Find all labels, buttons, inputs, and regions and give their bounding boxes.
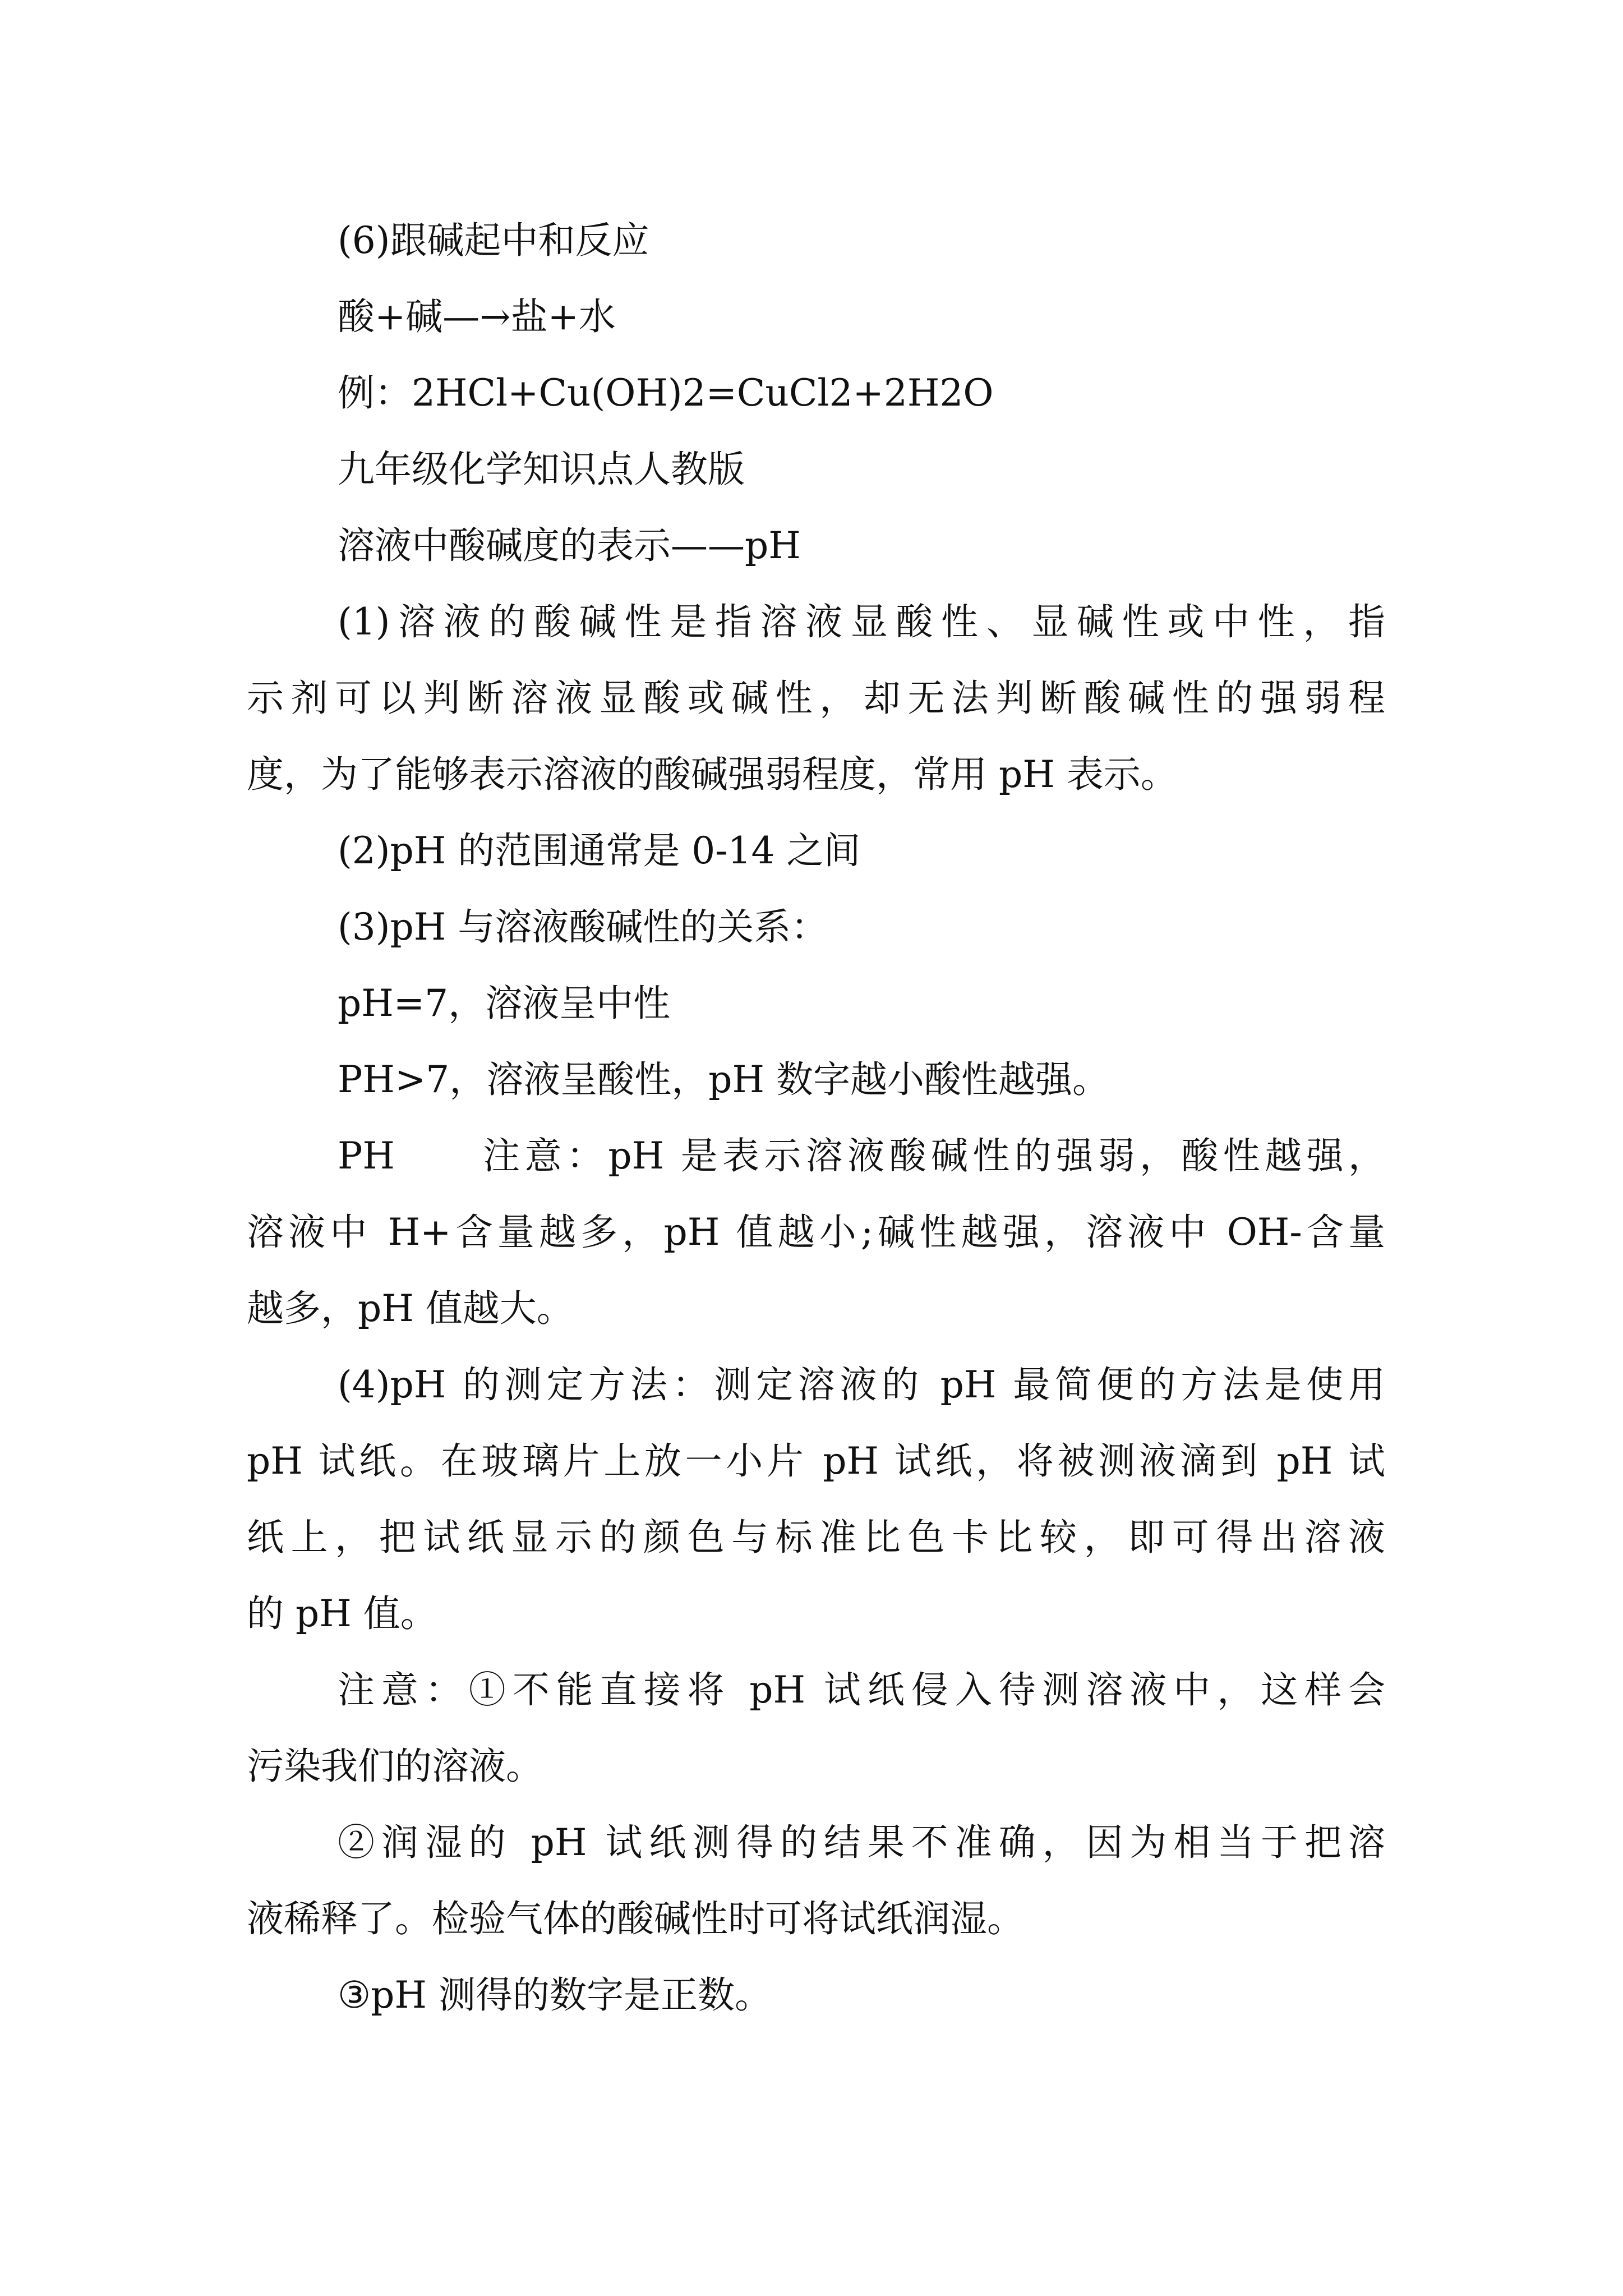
text-line-ph-heading: 溶液中酸碱度的表示——pH [338,524,801,567]
text-line-ph-acidic: PH>7，溶液呈酸性，pH 数字越小酸性越强。 [338,1058,1110,1101]
text-line-ph-relation: (3)pH 与溶液酸碱性的关系： [338,905,828,949]
text-line-paragraph-1b: 示剂可以判断溶液显酸或碱性，却无法判断酸碱性的强弱程 [247,677,1385,720]
text-line-section-title: 九年级化学知识点人教版 [338,448,745,491]
text-line-caution-1b: 污染我们的溶液。 [247,1745,543,1788]
text-line-caution-2b: 液稀释了。检验气体的酸碱性时可将试纸润湿。 [247,1897,1024,1940]
text-line-caution-2a: ②润湿的 pH 试纸测得的结果不准确，因为相当于把溶 [338,1821,1385,1864]
text-line-method-c: 纸上，把试纸显示的颜色与标准比色卡比较，即可得出溶液 [247,1516,1385,1559]
text-line-note-c: 越多，pH 值越大。 [247,1287,574,1330]
text-line-acid-base-equation: 酸+碱—→盐+水 [338,295,616,338]
text-line-method-b: pH 试纸。在玻璃片上放一小片 pH 试纸，将被测液滴到 pH 试 [247,1439,1385,1483]
text-line-neutralization-heading: (6)跟碱起中和反应 [338,219,649,262]
text-line-paragraph-1a: (1)溶液的酸碱性是指溶液显酸性、显碱性或中性，指 [338,600,1385,643]
text-line-method-a: (4)pH 的测定方法：测定溶液的 pH 最简便的方法是使用 [338,1363,1385,1406]
text-line-example-equation: 例：2HCl+Cu(OH)2=CuCl2+2H2O [338,371,994,415]
text-line-paragraph-1c: 度，为了能够表示溶液的酸碱强弱程度，常用 pH 表示。 [247,753,1178,796]
text-line-method-d: 的 pH 值。 [247,1592,437,1635]
text-line-ph-neutral: pH=7，溶液呈中性 [338,982,671,1025]
text-line-ph-range: (2)pH 的范围通常是 0-14 之间 [338,829,861,872]
text-line-note-b: 溶液中 H+含量越多，pH 值越小;碱性越强，溶液中 OH-含量 [247,1211,1385,1254]
text-line-caution-3: ③pH 测得的数字是正数。 [338,1973,772,2017]
text-line-caution-1a: 注意：①不能直接将 pH 试纸侵入待测溶液中，这样会 [338,1668,1385,1711]
text-line-note-a: PH 注意：pH 是表示溶液酸碱性的强弱，酸性越强， [338,1134,1385,1177]
